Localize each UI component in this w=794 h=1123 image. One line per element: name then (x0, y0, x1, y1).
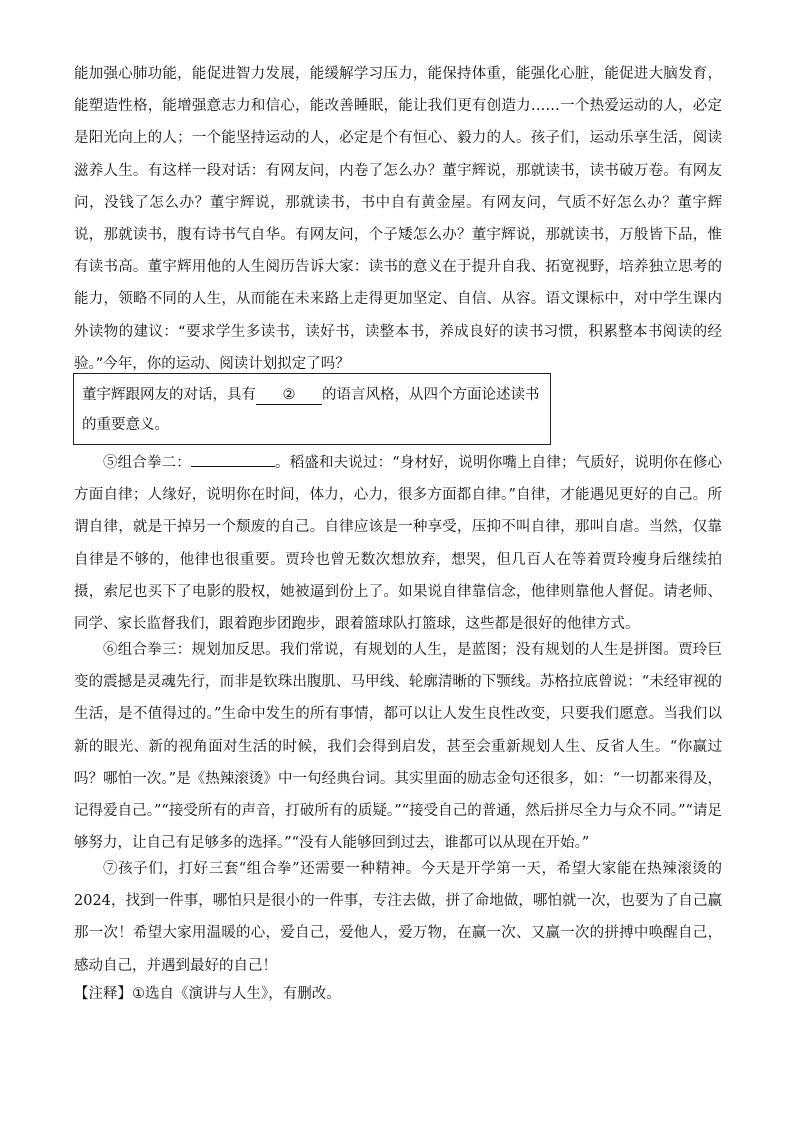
combo-three-text: ⑥组合拳三：规划加反思。我们常说，有规划的人生，是蓝图；没有规划的人生是拼图。贾玲巨变的震撼是灵魂先行，而非是钦珠出腹肌、马甲线、轮廓清晰的下颚线。苏格拉底曾说：“未经审视的生活，是不值得过的。”生命中发生的所有事情，都可以让人发生良性改变，只要我们愿意。当我们以新的眼光、新的视角面对生活的时候，我们会得到启发，甚至会重新规划人生、反省人生。“你赢过吗？哪怕一次。”是《热辣滚烫》中一句经典台词。其实里面的励志金句还很多，如：“一切都来得及，记得爱自己。”“接受所有的声音，打破所有的质疑。”“接受自己的普通，然后拼尽全力与众不同。”“请足够努力，让自己有足够多的选择。”“没有人能够回到过去，谁都可以从现在开始。” (74, 642, 722, 852)
combo-two-prefix: ⑤组合拳二： (103, 455, 191, 471)
paragraph-combo-two (74, 447, 722, 640)
summary-box-after: 的语言风格，从四个方面论述读书的重要意义。 (82, 387, 540, 433)
footnote (74, 982, 341, 1006)
summary-box-before: 董宇辉跟网友的对话，具有 (82, 387, 256, 403)
paragraph-exercise-reading (74, 58, 722, 380)
blank-mark-2: ② (282, 387, 296, 403)
answer-blank-2[interactable] (256, 386, 322, 405)
answer-blank-1[interactable] (191, 466, 275, 467)
paragraph-combo-three (74, 634, 722, 859)
curriculum-standard-text: 语文课标中，对中学生课内外读物的建议：“要求学生多读书，读好书，读整本书，养成良好的读书习惯，积累整本书阅读的经验。”今年，你的运动、阅读计划拟定了吗？ (74, 291, 723, 372)
combo-two-text: 。稻盛和夫说过：“身材好，说明你嘴上自律；气质好，说明你在修心方面自律；人缘好，说明你在时间，体力，心力，很多方面都自律。”自律，才能遇见更好的自己。所谓自律，就是干掉另一个颓废的自己。自律应该是一种享受，压抑不叫自律，那叫自虐。当然，仅靠自律是不够的，他律也很重要。贾玲也曾无数次想放弃，想哭，但几百人在等着贾玲瘦身后继续拍摄，索尼也买下了电影的股权，她被逼到份上了。如果说自律靠信念，他律则靠他人督促。请老师、同学、家长监督我们，跟着跑步团跑步，跟着篮球队打篮球，这些都是很好的他律方式。 (74, 455, 722, 633)
paragraph-exercise-reading-text: 能加强心肺功能，能促进智力发展，能缓解学习压力，能保持体重，能强化心脏，能促进大脑发育，能塑造性格，能增强意志力和信心，能改善睡眠，能让我们更有创造力……一个热爱运动的人，必定是阳光向上的人；一个能坚持运动的人，必定是个有恒心、毅力的人。孩子们，运动乐享生活，阅读滋养人生。有这样一段对话：有网友问，内卷了怎么办？董宇辉说，那就读书，读书破万卷。有网友问，没钱了怎么办？董宇辉说，那就读书，书中自有黄金屋。有网友问，气质不好怎么办？董宇辉说，那就读书，腹有诗书气自华。有网友问，个子矮怎么办？董宇辉说，那就读书，万般皆下品，惟有读书高。董宇辉用他的人生阅历告诉大家：读书的意义在于提升自我、拓宽视野，培养独立思考的能力，领略不同的人生，从而能在未来路上走得更加坚定、自信、从容。 (74, 66, 722, 308)
conclusion-text: ⑦孩子们，打好三套“组合拳”还需要一种精神。今天是开学第一天，希望大家能在热辣滚烫的2024，找到一件事，哪怕只是很小的一件事，专注去做，拼了命地做，哪怕就一次，也要为了自己赢那一次！希望大家用温暖的心，爱自己，爱他人，爱万物，在赢一次、又赢一次的拼搏中唤醒自己，感动自己，并遇到最好的自己！ (74, 861, 722, 974)
footnote-label: 【注释】 (74, 986, 132, 1002)
footnote-text: ①选自《演讲与人生》，有删改。 (132, 986, 341, 1002)
summary-box (73, 373, 551, 445)
paragraph-conclusion (74, 853, 722, 982)
